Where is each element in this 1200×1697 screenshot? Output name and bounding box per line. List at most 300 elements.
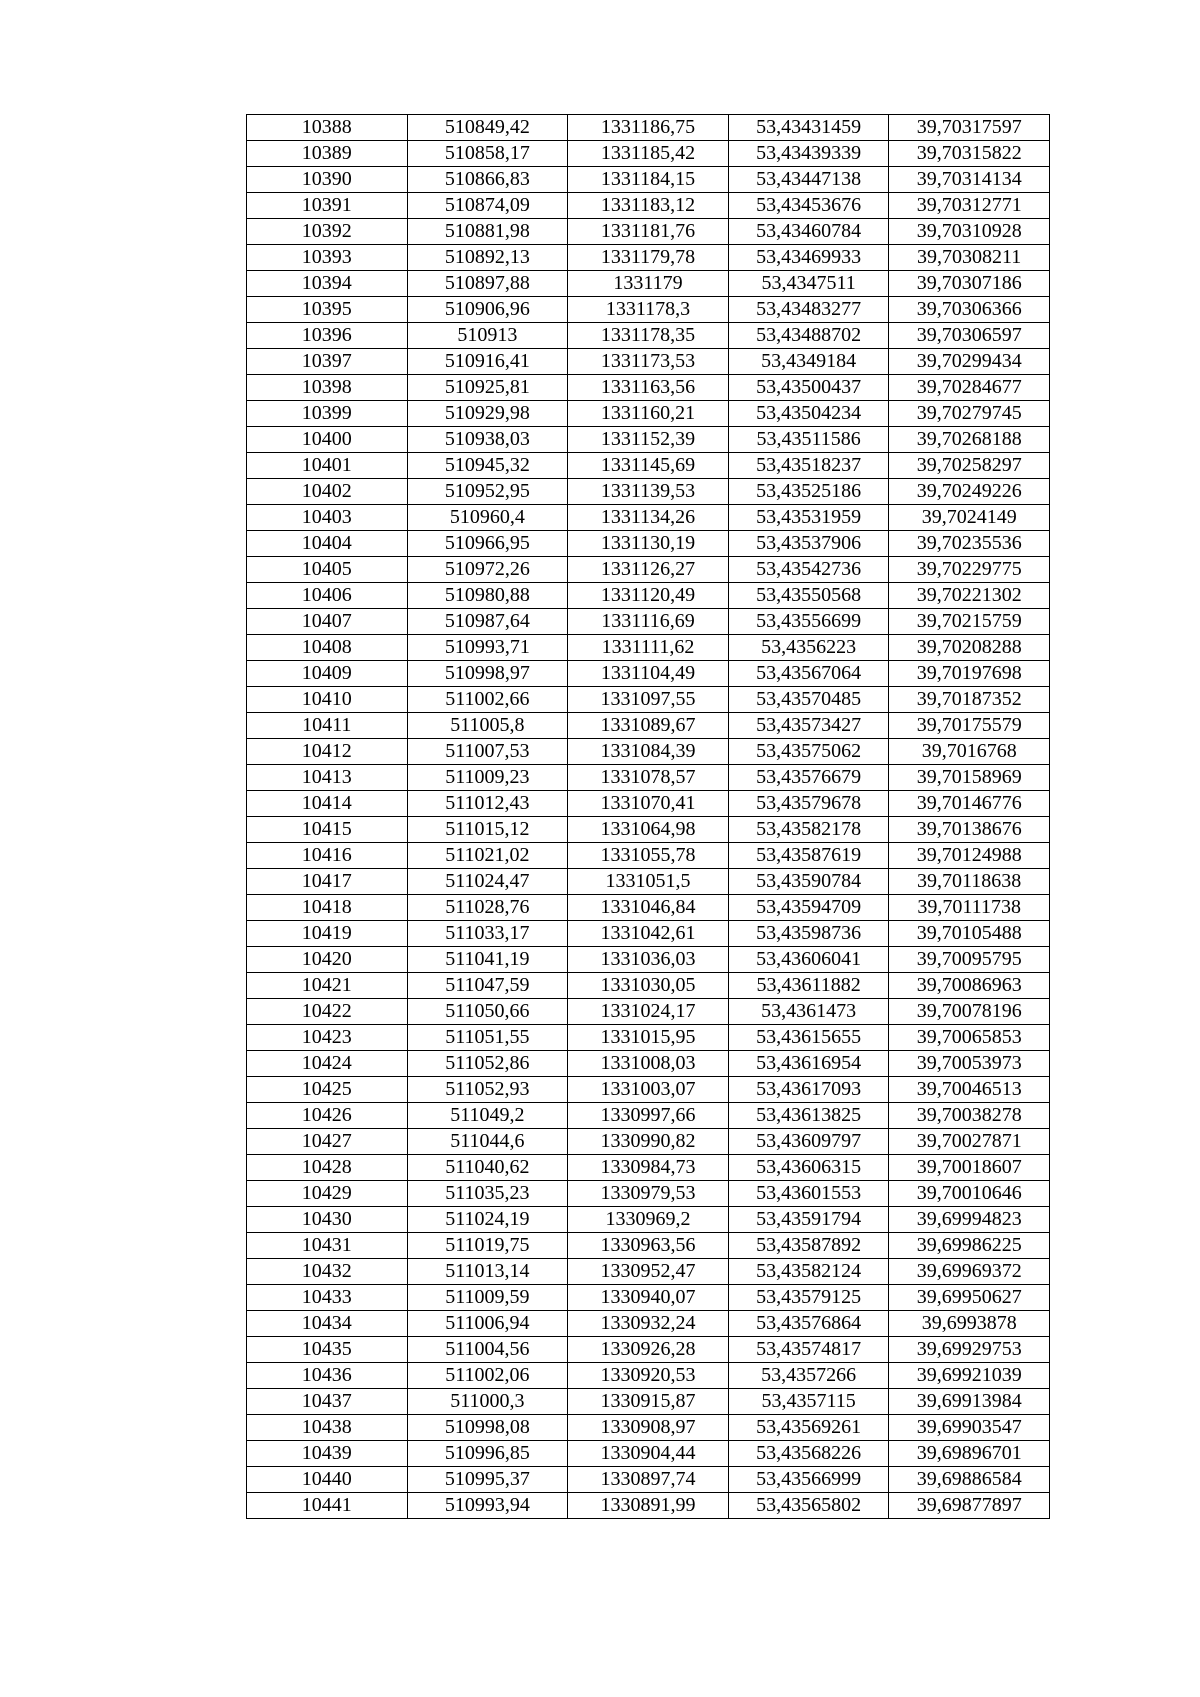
- x-coordinate-cell: 511009,23: [407, 765, 568, 791]
- x-coordinate-cell: 511006,94: [407, 1311, 568, 1337]
- table-row: [247, 1337, 1050, 1363]
- y-coordinate-cell: 1331160,21: [568, 401, 729, 427]
- y-coordinate-cell: 1331185,42: [568, 141, 729, 167]
- table-row: [247, 271, 1050, 297]
- x-coordinate-cell: 510993,71: [407, 635, 568, 661]
- point-number-cell: 10404: [247, 531, 408, 557]
- longitude-cell: 39,70038278: [889, 1103, 1050, 1129]
- x-coordinate-cell: 510987,64: [407, 609, 568, 635]
- latitude-cell: 53,4347511: [728, 271, 889, 297]
- y-coordinate-cell: 1331084,39: [568, 739, 729, 765]
- latitude-cell: 53,43579125: [728, 1285, 889, 1311]
- table-row: [247, 1311, 1050, 1337]
- y-coordinate-cell: 1331104,49: [568, 661, 729, 687]
- x-coordinate-cell: 511002,66: [407, 687, 568, 713]
- latitude-cell: 53,43579678: [728, 791, 889, 817]
- point-number-cell: 10440: [247, 1467, 408, 1493]
- y-coordinate-cell: 1331126,27: [568, 557, 729, 583]
- latitude-cell: 53,43469933: [728, 245, 889, 271]
- longitude-cell: 39,70053973: [889, 1051, 1050, 1077]
- table-row: [247, 895, 1050, 921]
- point-number-cell: 10414: [247, 791, 408, 817]
- x-coordinate-cell: 510897,88: [407, 271, 568, 297]
- x-coordinate-cell: 511049,2: [407, 1103, 568, 1129]
- point-number-cell: 10413: [247, 765, 408, 791]
- point-number-cell: 10412: [247, 739, 408, 765]
- latitude-cell: 53,43565802: [728, 1493, 889, 1519]
- y-coordinate-cell: 1330990,82: [568, 1129, 729, 1155]
- point-number-cell: 10430: [247, 1207, 408, 1233]
- latitude-cell: 53,43574817: [728, 1337, 889, 1363]
- point-number-cell: 10411: [247, 713, 408, 739]
- longitude-cell: 39,70279745: [889, 401, 1050, 427]
- x-coordinate-cell: 511002,06: [407, 1363, 568, 1389]
- latitude-cell: 53,43611882: [728, 973, 889, 999]
- longitude-cell: 39,70111738: [889, 895, 1050, 921]
- point-number-cell: 10435: [247, 1337, 408, 1363]
- y-coordinate-cell: 1330984,73: [568, 1155, 729, 1181]
- longitude-cell: 39,70284677: [889, 375, 1050, 401]
- latitude-cell: 53,43504234: [728, 401, 889, 427]
- point-number-cell: 10405: [247, 557, 408, 583]
- latitude-cell: 53,43531959: [728, 505, 889, 531]
- x-coordinate-cell: 510881,98: [407, 219, 568, 245]
- table-row: [247, 817, 1050, 843]
- latitude-cell: 53,43606041: [728, 947, 889, 973]
- longitude-cell: 39,70249226: [889, 479, 1050, 505]
- table-row: [247, 999, 1050, 1025]
- table-row: [247, 1129, 1050, 1155]
- longitude-cell: 39,70306366: [889, 297, 1050, 323]
- latitude-cell: 53,43518237: [728, 453, 889, 479]
- x-coordinate-cell: 510945,32: [407, 453, 568, 479]
- longitude-cell: 39,6993878: [889, 1311, 1050, 1337]
- y-coordinate-cell: 1331179: [568, 271, 729, 297]
- y-coordinate-cell: 1331003,07: [568, 1077, 729, 1103]
- point-number-cell: 10391: [247, 193, 408, 219]
- table-row: [247, 427, 1050, 453]
- table-row: [247, 765, 1050, 791]
- y-coordinate-cell: 1331078,57: [568, 765, 729, 791]
- table-row: [247, 297, 1050, 323]
- point-number-cell: 10417: [247, 869, 408, 895]
- longitude-cell: 39,70312771: [889, 193, 1050, 219]
- table-row: [247, 843, 1050, 869]
- point-number-cell: 10437: [247, 1389, 408, 1415]
- y-coordinate-cell: 1330940,07: [568, 1285, 729, 1311]
- x-coordinate-cell: 511033,17: [407, 921, 568, 947]
- latitude-cell: 53,43569261: [728, 1415, 889, 1441]
- point-number-cell: 10403: [247, 505, 408, 531]
- longitude-cell: 39,70118638: [889, 869, 1050, 895]
- point-number-cell: 10393: [247, 245, 408, 271]
- longitude-cell: 39,70175579: [889, 713, 1050, 739]
- longitude-cell: 39,70221302: [889, 583, 1050, 609]
- latitude-cell: 53,43566999: [728, 1467, 889, 1493]
- y-coordinate-cell: 1331015,95: [568, 1025, 729, 1051]
- table-row: [247, 193, 1050, 219]
- point-number-cell: 10424: [247, 1051, 408, 1077]
- longitude-cell: 39,70138676: [889, 817, 1050, 843]
- y-coordinate-cell: 1331152,39: [568, 427, 729, 453]
- longitude-cell: 39,70086963: [889, 973, 1050, 999]
- longitude-cell: 39,69921039: [889, 1363, 1050, 1389]
- table-row: [247, 869, 1050, 895]
- table-row: [247, 1415, 1050, 1441]
- point-number-cell: 10394: [247, 271, 408, 297]
- x-coordinate-cell: 511052,93: [407, 1077, 568, 1103]
- longitude-cell: 39,70197698: [889, 661, 1050, 687]
- y-coordinate-cell: 1331178,3: [568, 297, 729, 323]
- longitude-cell: 39,69950627: [889, 1285, 1050, 1311]
- latitude-cell: 53,43587619: [728, 843, 889, 869]
- longitude-cell: 39,69994823: [889, 1207, 1050, 1233]
- longitude-cell: 39,70158969: [889, 765, 1050, 791]
- latitude-cell: 53,43488702: [728, 323, 889, 349]
- x-coordinate-cell: 510998,08: [407, 1415, 568, 1441]
- table-row: [247, 1233, 1050, 1259]
- table-row: [247, 1051, 1050, 1077]
- x-coordinate-cell: 511024,19: [407, 1207, 568, 1233]
- x-coordinate-cell: 510966,95: [407, 531, 568, 557]
- point-number-cell: 10431: [247, 1233, 408, 1259]
- table-row: [247, 1441, 1050, 1467]
- x-coordinate-cell: 510866,83: [407, 167, 568, 193]
- y-coordinate-cell: 1331097,55: [568, 687, 729, 713]
- y-coordinate-cell: 1331178,35: [568, 323, 729, 349]
- coordinates-table: [246, 114, 1050, 1519]
- x-coordinate-cell: 511005,8: [407, 713, 568, 739]
- y-coordinate-cell: 1330963,56: [568, 1233, 729, 1259]
- latitude-cell: 53,43483277: [728, 297, 889, 323]
- table-row: [247, 609, 1050, 635]
- latitude-cell: 53,43598736: [728, 921, 889, 947]
- table-row: [247, 1285, 1050, 1311]
- longitude-cell: 39,70229775: [889, 557, 1050, 583]
- y-coordinate-cell: 1331024,17: [568, 999, 729, 1025]
- table-row: [247, 1155, 1050, 1181]
- y-coordinate-cell: 1331173,53: [568, 349, 729, 375]
- table-row: [247, 505, 1050, 531]
- latitude-cell: 53,43542736: [728, 557, 889, 583]
- x-coordinate-cell: 511041,19: [407, 947, 568, 973]
- table-row: [247, 1025, 1050, 1051]
- y-coordinate-cell: 1330979,53: [568, 1181, 729, 1207]
- x-coordinate-cell: 510874,09: [407, 193, 568, 219]
- y-coordinate-cell: 1331184,15: [568, 167, 729, 193]
- latitude-cell: 53,43615655: [728, 1025, 889, 1051]
- longitude-cell: 39,70010646: [889, 1181, 1050, 1207]
- latitude-cell: 53,43575062: [728, 739, 889, 765]
- table-row: [247, 479, 1050, 505]
- table-row: [247, 167, 1050, 193]
- longitude-cell: 39,70315822: [889, 141, 1050, 167]
- table-row: [247, 141, 1050, 167]
- longitude-cell: 39,70317597: [889, 115, 1050, 141]
- longitude-cell: 39,70235536: [889, 531, 1050, 557]
- longitude-cell: 39,70065853: [889, 1025, 1050, 1051]
- point-number-cell: 10438: [247, 1415, 408, 1441]
- latitude-cell: 53,43613825: [728, 1103, 889, 1129]
- latitude-cell: 53,43568226: [728, 1441, 889, 1467]
- y-coordinate-cell: 1330997,66: [568, 1103, 729, 1129]
- x-coordinate-cell: 511015,12: [407, 817, 568, 843]
- point-number-cell: 10407: [247, 609, 408, 635]
- latitude-cell: 53,43567064: [728, 661, 889, 687]
- latitude-cell: 53,43460784: [728, 219, 889, 245]
- x-coordinate-cell: 510938,03: [407, 427, 568, 453]
- point-number-cell: 10398: [247, 375, 408, 401]
- point-number-cell: 10427: [247, 1129, 408, 1155]
- y-coordinate-cell: 1331030,05: [568, 973, 729, 999]
- longitude-cell: 39,7016768: [889, 739, 1050, 765]
- table-row: [247, 219, 1050, 245]
- x-coordinate-cell: 511004,56: [407, 1337, 568, 1363]
- latitude-cell: 53,43439339: [728, 141, 889, 167]
- point-number-cell: 10392: [247, 219, 408, 245]
- point-number-cell: 10406: [247, 583, 408, 609]
- point-number-cell: 10410: [247, 687, 408, 713]
- table-row: [247, 687, 1050, 713]
- x-coordinate-cell: 511044,6: [407, 1129, 568, 1155]
- point-number-cell: 10421: [247, 973, 408, 999]
- point-number-cell: 10422: [247, 999, 408, 1025]
- point-number-cell: 10439: [247, 1441, 408, 1467]
- x-coordinate-cell: 510913: [407, 323, 568, 349]
- y-coordinate-cell: 1331064,98: [568, 817, 729, 843]
- x-coordinate-cell: 510993,94: [407, 1493, 568, 1519]
- latitude-cell: 53,43582178: [728, 817, 889, 843]
- table-row: [247, 323, 1050, 349]
- x-coordinate-cell: 510960,4: [407, 505, 568, 531]
- y-coordinate-cell: 1331111,62: [568, 635, 729, 661]
- x-coordinate-cell: 510925,81: [407, 375, 568, 401]
- latitude-cell: 53,43511586: [728, 427, 889, 453]
- latitude-cell: 53,43590784: [728, 869, 889, 895]
- x-coordinate-cell: 511052,86: [407, 1051, 568, 1077]
- x-coordinate-cell: 511051,55: [407, 1025, 568, 1051]
- table-row: [247, 1103, 1050, 1129]
- longitude-cell: 39,70314134: [889, 167, 1050, 193]
- latitude-cell: 53,4356223: [728, 635, 889, 661]
- table-row: [247, 921, 1050, 947]
- table-row: [247, 1363, 1050, 1389]
- point-number-cell: 10428: [247, 1155, 408, 1181]
- table-row: [247, 1467, 1050, 1493]
- latitude-cell: 53,43525186: [728, 479, 889, 505]
- longitude-cell: 39,70306597: [889, 323, 1050, 349]
- x-coordinate-cell: 511009,59: [407, 1285, 568, 1311]
- latitude-cell: 53,43537906: [728, 531, 889, 557]
- y-coordinate-cell: 1330952,47: [568, 1259, 729, 1285]
- x-coordinate-cell: 510892,13: [407, 245, 568, 271]
- table-row: [247, 245, 1050, 271]
- longitude-cell: 39,70078196: [889, 999, 1050, 1025]
- point-number-cell: 10441: [247, 1493, 408, 1519]
- y-coordinate-cell: 1331116,69: [568, 609, 729, 635]
- y-coordinate-cell: 1331181,76: [568, 219, 729, 245]
- point-number-cell: 10389: [247, 141, 408, 167]
- y-coordinate-cell: 1331042,61: [568, 921, 729, 947]
- longitude-cell: 39,69877897: [889, 1493, 1050, 1519]
- x-coordinate-cell: 510906,96: [407, 297, 568, 323]
- y-coordinate-cell: 1330920,53: [568, 1363, 729, 1389]
- latitude-cell: 53,43617093: [728, 1077, 889, 1103]
- x-coordinate-cell: 511007,53: [407, 739, 568, 765]
- point-number-cell: 10402: [247, 479, 408, 505]
- point-number-cell: 10416: [247, 843, 408, 869]
- longitude-cell: 39,69986225: [889, 1233, 1050, 1259]
- point-number-cell: 10399: [247, 401, 408, 427]
- longitude-cell: 39,70299434: [889, 349, 1050, 375]
- latitude-cell: 53,43587892: [728, 1233, 889, 1259]
- x-coordinate-cell: 510858,17: [407, 141, 568, 167]
- latitude-cell: 53,43576864: [728, 1311, 889, 1337]
- table-row: [247, 791, 1050, 817]
- longitude-cell: 39,69929753: [889, 1337, 1050, 1363]
- latitude-cell: 53,4357115: [728, 1389, 889, 1415]
- y-coordinate-cell: 1330904,44: [568, 1441, 729, 1467]
- table-row: [247, 739, 1050, 765]
- y-coordinate-cell: 1331183,12: [568, 193, 729, 219]
- longitude-cell: 39,70046513: [889, 1077, 1050, 1103]
- table-row: [247, 947, 1050, 973]
- table-row: [247, 635, 1050, 661]
- coordinates-table-body: [247, 115, 1050, 1519]
- latitude-cell: 53,43606315: [728, 1155, 889, 1181]
- longitude-cell: 39,69969372: [889, 1259, 1050, 1285]
- x-coordinate-cell: 510996,85: [407, 1441, 568, 1467]
- longitude-cell: 39,70307186: [889, 271, 1050, 297]
- x-coordinate-cell: 511019,75: [407, 1233, 568, 1259]
- point-number-cell: 10426: [247, 1103, 408, 1129]
- latitude-cell: 53,43591794: [728, 1207, 889, 1233]
- latitude-cell: 53,4361473: [728, 999, 889, 1025]
- y-coordinate-cell: 1330915,87: [568, 1389, 729, 1415]
- point-number-cell: 10408: [247, 635, 408, 661]
- latitude-cell: 53,43556699: [728, 609, 889, 635]
- table-row: [247, 661, 1050, 687]
- latitude-cell: 53,43582124: [728, 1259, 889, 1285]
- y-coordinate-cell: 1331139,53: [568, 479, 729, 505]
- longitude-cell: 39,69913984: [889, 1389, 1050, 1415]
- x-coordinate-cell: 510849,42: [407, 115, 568, 141]
- y-coordinate-cell: 1330932,24: [568, 1311, 729, 1337]
- latitude-cell: 53,43570485: [728, 687, 889, 713]
- x-coordinate-cell: 510995,37: [407, 1467, 568, 1493]
- latitude-cell: 53,43609797: [728, 1129, 889, 1155]
- x-coordinate-cell: 511050,66: [407, 999, 568, 1025]
- longitude-cell: 39,70208288: [889, 635, 1050, 661]
- latitude-cell: 53,43447138: [728, 167, 889, 193]
- y-coordinate-cell: 1330908,97: [568, 1415, 729, 1441]
- x-coordinate-cell: 511024,47: [407, 869, 568, 895]
- x-coordinate-cell: 511047,59: [407, 973, 568, 999]
- latitude-cell: 53,43601553: [728, 1181, 889, 1207]
- point-number-cell: 10401: [247, 453, 408, 479]
- y-coordinate-cell: 1331036,03: [568, 947, 729, 973]
- longitude-cell: 39,70146776: [889, 791, 1050, 817]
- table-row: [247, 1077, 1050, 1103]
- table-row: [247, 349, 1050, 375]
- longitude-cell: 39,70027871: [889, 1129, 1050, 1155]
- table-row: [247, 531, 1050, 557]
- x-coordinate-cell: 510929,98: [407, 401, 568, 427]
- point-number-cell: 10396: [247, 323, 408, 349]
- y-coordinate-cell: 1331055,78: [568, 843, 729, 869]
- point-number-cell: 10415: [247, 817, 408, 843]
- point-number-cell: 10434: [247, 1311, 408, 1337]
- latitude-cell: 53,43500437: [728, 375, 889, 401]
- point-number-cell: 10432: [247, 1259, 408, 1285]
- longitude-cell: 39,70310928: [889, 219, 1050, 245]
- longitude-cell: 39,70308211: [889, 245, 1050, 271]
- table-row: [247, 375, 1050, 401]
- latitude-cell: 53,43594709: [728, 895, 889, 921]
- point-number-cell: 10420: [247, 947, 408, 973]
- y-coordinate-cell: 1331046,84: [568, 895, 729, 921]
- y-coordinate-cell: 1330891,99: [568, 1493, 729, 1519]
- y-coordinate-cell: 1330897,74: [568, 1467, 729, 1493]
- table-row: [247, 557, 1050, 583]
- point-number-cell: 10429: [247, 1181, 408, 1207]
- longitude-cell: 39,70124988: [889, 843, 1050, 869]
- point-number-cell: 10395: [247, 297, 408, 323]
- table-row: [247, 713, 1050, 739]
- table-row: [247, 1207, 1050, 1233]
- x-coordinate-cell: 511000,3: [407, 1389, 568, 1415]
- longitude-cell: 39,70258297: [889, 453, 1050, 479]
- latitude-cell: 53,4357266: [728, 1363, 889, 1389]
- longitude-cell: 39,70018607: [889, 1155, 1050, 1181]
- longitude-cell: 39,69896701: [889, 1441, 1050, 1467]
- y-coordinate-cell: 1331089,67: [568, 713, 729, 739]
- latitude-cell: 53,43616954: [728, 1051, 889, 1077]
- point-number-cell: 10397: [247, 349, 408, 375]
- table-row: [247, 115, 1050, 141]
- table-row: [247, 583, 1050, 609]
- table-row: [247, 973, 1050, 999]
- y-coordinate-cell: 1331051,5: [568, 869, 729, 895]
- latitude-cell: 53,43453676: [728, 193, 889, 219]
- latitude-cell: 53,43431459: [728, 115, 889, 141]
- longitude-cell: 39,7024149: [889, 505, 1050, 531]
- table-row: [247, 1259, 1050, 1285]
- x-coordinate-cell: 511012,43: [407, 791, 568, 817]
- y-coordinate-cell: 1331120,49: [568, 583, 729, 609]
- y-coordinate-cell: 1330969,2: [568, 1207, 729, 1233]
- point-number-cell: 10425: [247, 1077, 408, 1103]
- y-coordinate-cell: 1331186,75: [568, 115, 729, 141]
- longitude-cell: 39,70268188: [889, 427, 1050, 453]
- longitude-cell: 39,70105488: [889, 921, 1050, 947]
- y-coordinate-cell: 1331145,69: [568, 453, 729, 479]
- x-coordinate-cell: 511040,62: [407, 1155, 568, 1181]
- table-row: [247, 1493, 1050, 1519]
- x-coordinate-cell: 510972,26: [407, 557, 568, 583]
- longitude-cell: 39,70095795: [889, 947, 1050, 973]
- point-number-cell: 10419: [247, 921, 408, 947]
- longitude-cell: 39,70215759: [889, 609, 1050, 635]
- longitude-cell: 39,69886584: [889, 1467, 1050, 1493]
- y-coordinate-cell: 1331008,03: [568, 1051, 729, 1077]
- latitude-cell: 53,43550568: [728, 583, 889, 609]
- y-coordinate-cell: 1331134,26: [568, 505, 729, 531]
- y-coordinate-cell: 1331070,41: [568, 791, 729, 817]
- point-number-cell: 10436: [247, 1363, 408, 1389]
- point-number-cell: 10388: [247, 115, 408, 141]
- x-coordinate-cell: 511028,76: [407, 895, 568, 921]
